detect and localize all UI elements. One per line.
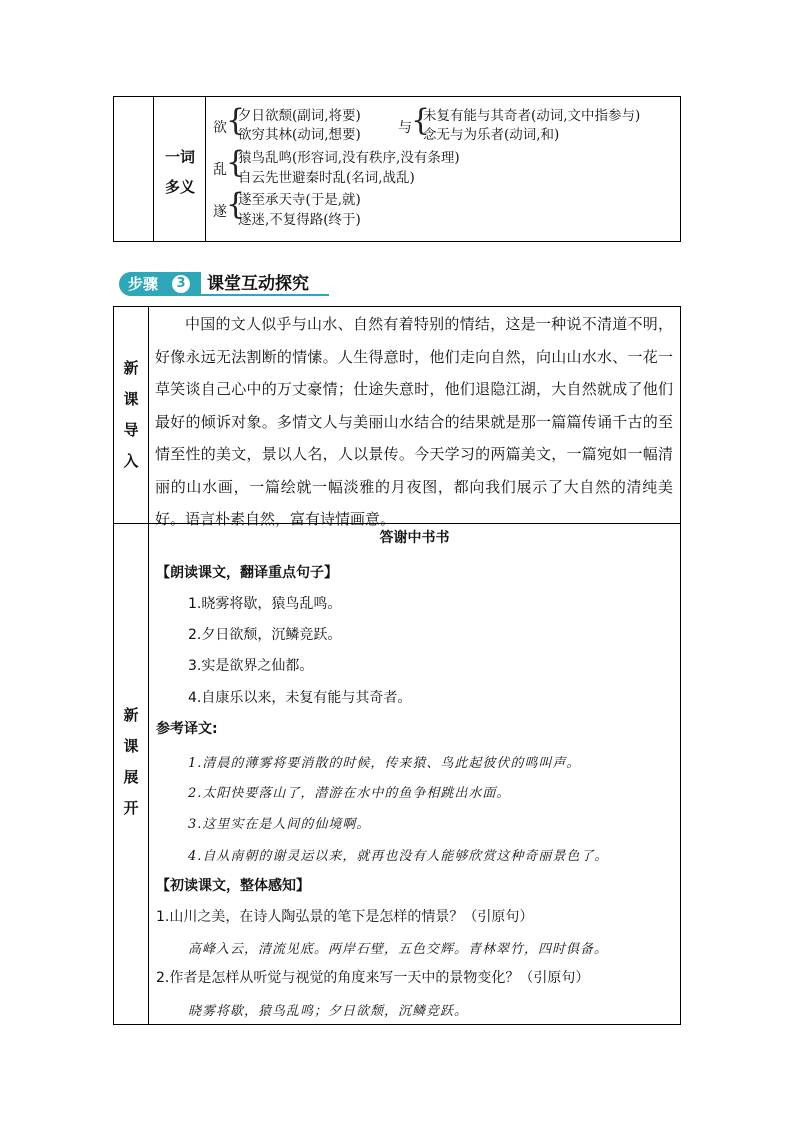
table-divider	[153, 96, 154, 242]
reference-heading: 参考译文:	[156, 721, 218, 737]
term-sui: 遂	[213, 204, 227, 220]
side-char: 展	[123, 768, 139, 786]
side-char: 入	[123, 452, 139, 470]
brace-icon: {	[226, 103, 246, 138]
term-yu: 欲	[213, 120, 227, 136]
side-char: 课	[123, 737, 139, 755]
answer: 高峰入云，清流见底。两岸石壁，五色交辉。青林翠竹，四时俱备。	[188, 942, 609, 957]
step-title: 课堂互动探究	[207, 274, 309, 294]
step-underline	[201, 294, 329, 296]
term-yu-sense: 夕日欲颓(副词,将要)	[238, 108, 361, 124]
answer: 晓雾将歇，猿鸟乱鸣；夕日欲颓，沉鳞竞跃。	[188, 1004, 469, 1019]
term-luan-sense: 自云先世避秦时乱(名词,战乱)	[238, 170, 415, 186]
step-number: 3	[172, 275, 190, 293]
term-sui-sense: 遂迷,不复得路(终于)	[238, 212, 361, 228]
key-sentence: 4.自康乐以来，未复有能与其奇者。	[188, 690, 412, 706]
brace-icon: {	[226, 187, 246, 222]
table-divider	[205, 96, 206, 242]
translation: 3.这里实在是人间的仙境啊。	[188, 817, 371, 832]
section-heading: 【朗读课文，翻译重点句子】	[156, 565, 338, 581]
key-sentence: 3.实是欲界之仙都。	[188, 658, 314, 674]
side-char: 导	[123, 421, 139, 439]
translation: 2.太阳快要落山了，潜游在水中的鱼争相跳出水面。	[188, 786, 511, 801]
term-yu2-sense: 未复有能与其奇者(动词,文中指参与)	[423, 108, 641, 124]
section-heading: 【初读课文，整体感知】	[156, 878, 310, 894]
term-sui-sense: 遂至承天寺(于是,就)	[238, 192, 361, 208]
side-char: 课	[123, 390, 139, 408]
side-char: 开	[123, 799, 139, 817]
term-yu-sense: 欲穷其林(动词,想要)	[238, 127, 361, 143]
label-line: 一词	[164, 148, 195, 166]
key-sentence: 1.晓雾将歇，猿鸟乱鸣。	[188, 596, 342, 612]
question: 2.作者是怎样从听觉与视觉的角度来写一天中的景物变化？（引原句）	[156, 970, 590, 986]
polysemy-label	[160, 146, 200, 198]
term-luan-sense: 猿鸟乱鸣(形容词,没有秩序,没有条理)	[238, 150, 460, 166]
question: 1.山川之美，在诗人陶弘景的笔下是怎样的情景？（引原句）	[156, 909, 534, 925]
brace-icon: {	[411, 103, 431, 138]
term-yu2-sense: 念无与为乐者(动词,和)	[423, 127, 560, 143]
translation: 4.自从南朝的谢灵运以来，就再也没有人能够欣赏这种奇丽景色了。	[188, 849, 609, 864]
key-sentence: 2.夕日欲颓，沉鳞竞跃。	[188, 627, 342, 643]
term-yu2: 与	[398, 120, 412, 136]
translation: 1.清晨的薄雾将要消散的时候，传来猿、鸟此起彼伏的鸣叫声。	[188, 756, 581, 771]
brace-icon: {	[226, 145, 246, 180]
intro-paragraph: 中国的文人似乎与山水、自然有着特别的情结，这是一种说不清道不明，好像永远无法割断的情愫。人生得意时，他们走向自然，向山山水水、一花一草笑谈自己心中的万丈豪情；仕途失意时，他们退隐江湖，大自然就成了他们最好的倾诉对象。多情文人与美丽山水结合的结果就是那一篇篇传诵千古的至情至性的美文，景以人名，人以景传。今天学习的两篇美文，一篇宛如一幅清丽的山水画，一篇绘就一幅淡雅的月夜图，都向我们展示了大自然的清纯美好。语言朴素自然，富有诗情画意。	[155, 315, 673, 528]
intro-side-label	[119, 353, 143, 477]
develop-side-label	[119, 700, 143, 824]
side-char: 新	[123, 706, 139, 724]
side-char: 新	[123, 359, 139, 377]
term-luan: 乱	[213, 162, 227, 178]
table-divider	[148, 306, 149, 1025]
label-line: 多义	[164, 178, 195, 196]
lesson-title: 答谢中书书	[379, 530, 450, 546]
step-badge-label: 步骤	[128, 275, 159, 293]
